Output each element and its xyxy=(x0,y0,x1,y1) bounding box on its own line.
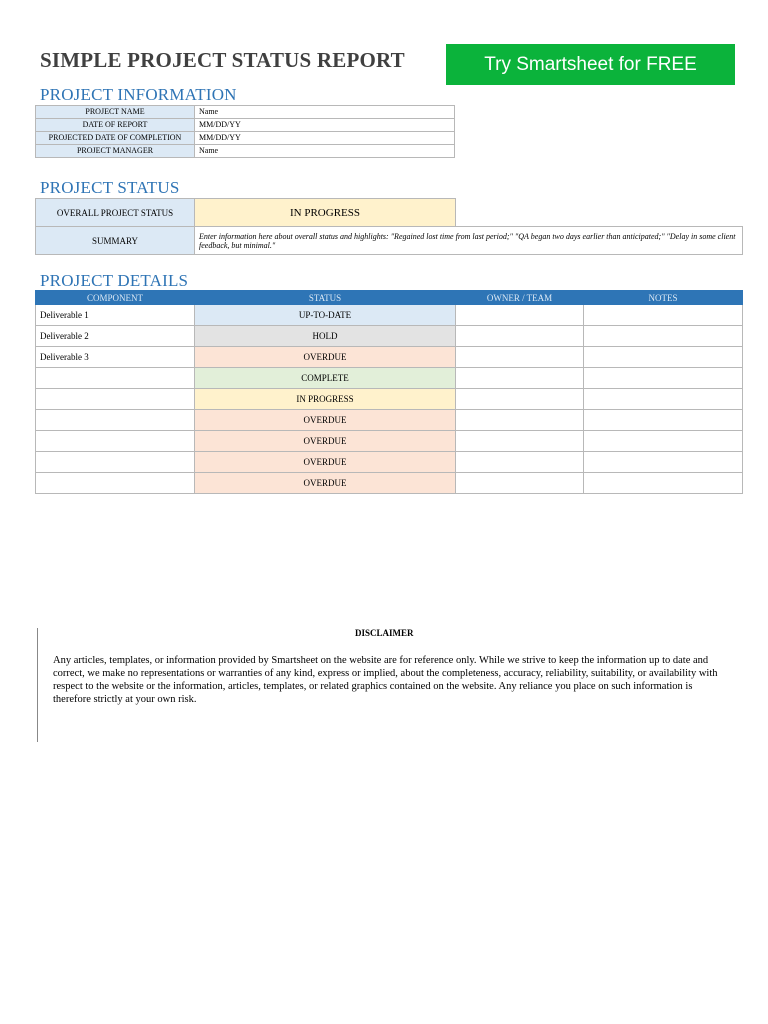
disclaimer-divider xyxy=(37,628,38,742)
component-cell[interactable] xyxy=(36,452,195,473)
page-title: SIMPLE PROJECT STATUS REPORT xyxy=(40,48,405,72)
table-row xyxy=(36,326,743,347)
notes-cell[interactable] xyxy=(584,347,743,368)
info-label: PROJECTED DATE OF COMPLETION xyxy=(36,132,195,145)
info-value[interactable]: MM/DD/YY xyxy=(195,119,455,132)
status-cell[interactable]: OVERDUE xyxy=(195,473,456,494)
table-row xyxy=(36,473,743,494)
owner-cell[interactable] xyxy=(456,305,584,326)
try-smartsheet-button[interactable]: Try Smartsheet for FREE xyxy=(446,44,735,85)
table-row xyxy=(36,347,743,368)
notes-cell[interactable] xyxy=(584,452,743,473)
component-cell[interactable] xyxy=(36,431,195,452)
column-header-status: STATUS xyxy=(195,291,456,305)
owner-cell[interactable] xyxy=(456,389,584,410)
notes-cell[interactable] xyxy=(584,473,743,494)
project-details-table xyxy=(35,290,743,494)
info-label: PROJECT NAME xyxy=(36,106,195,119)
owner-cell[interactable] xyxy=(456,452,584,473)
status-cell[interactable]: OVERDUE xyxy=(195,431,456,452)
component-cell[interactable] xyxy=(36,473,195,494)
table-row xyxy=(36,410,743,431)
project-status-heading: PROJECT STATUS xyxy=(40,178,180,197)
component-cell[interactable] xyxy=(36,368,195,389)
table-row xyxy=(36,431,743,452)
component-cell[interactable]: Deliverable 1 xyxy=(36,305,195,326)
project-information-table xyxy=(35,105,455,158)
info-value[interactable]: Name xyxy=(195,145,455,158)
column-header-component: COMPONENT xyxy=(36,291,195,305)
info-value[interactable]: Name xyxy=(195,106,455,119)
owner-cell[interactable] xyxy=(456,368,584,389)
notes-cell[interactable] xyxy=(584,410,743,431)
status-cell[interactable]: IN PROGRESS xyxy=(195,389,456,410)
overall-status-value[interactable]: IN PROGRESS xyxy=(195,199,456,227)
column-header-notes: NOTES xyxy=(584,291,743,305)
owner-cell[interactable] xyxy=(456,326,584,347)
disclaimer-title: DISCLAIMER xyxy=(355,628,414,638)
owner-cell[interactable] xyxy=(456,473,584,494)
overall-status-label: OVERALL PROJECT STATUS xyxy=(36,199,195,227)
empty-cell xyxy=(456,199,743,227)
component-cell[interactable]: Deliverable 3 xyxy=(36,347,195,368)
table-row xyxy=(36,305,743,326)
info-value[interactable]: MM/DD/YY xyxy=(195,132,455,145)
project-information-heading: PROJECT INFORMATION xyxy=(40,85,237,104)
info-label: PROJECT MANAGER xyxy=(36,145,195,158)
notes-cell[interactable] xyxy=(584,389,743,410)
info-row xyxy=(36,132,455,145)
status-cell[interactable]: COMPLETE xyxy=(195,368,456,389)
table-row xyxy=(36,389,743,410)
project-status-table xyxy=(35,198,743,255)
component-cell[interactable]: Deliverable 2 xyxy=(36,326,195,347)
status-cell[interactable]: OVERDUE xyxy=(195,452,456,473)
owner-cell[interactable] xyxy=(456,431,584,452)
status-cell[interactable]: OVERDUE xyxy=(195,410,456,431)
component-cell[interactable] xyxy=(36,410,195,431)
status-cell[interactable]: HOLD xyxy=(195,326,456,347)
info-label: DATE OF REPORT xyxy=(36,119,195,132)
status-cell[interactable]: OVERDUE xyxy=(195,347,456,368)
component-cell[interactable] xyxy=(36,389,195,410)
info-row xyxy=(36,145,455,158)
table-row xyxy=(36,452,743,473)
project-details-heading: PROJECT DETAILS xyxy=(40,271,189,290)
notes-cell[interactable] xyxy=(584,431,743,452)
status-cell[interactable]: UP-TO-DATE xyxy=(195,305,456,326)
info-row xyxy=(36,106,455,119)
owner-cell[interactable] xyxy=(456,347,584,368)
notes-cell[interactable] xyxy=(584,368,743,389)
column-header-owner: OWNER / TEAM xyxy=(456,291,584,305)
table-row xyxy=(36,368,743,389)
owner-cell[interactable] xyxy=(456,410,584,431)
summary-text[interactable]: Enter information here about overall status and highlights: "Regained lost time from last period;" "QA began two days earlier than anticipated;" "Delay in some client feedback, but minimal." xyxy=(195,227,743,255)
notes-cell[interactable] xyxy=(584,326,743,347)
info-row xyxy=(36,119,455,132)
disclaimer-text: Any articles, templates, or information provided by Smartsheet on the website are for reference only. While we strive to keep the information up to date and correct, we make no representations or warranties of any kind, express or implied, about the completeness, accuracy, reliability, suitability, or availability with respect to the website or the information, articles, templates, or related graphics contained on the website. Any reliance you place on such information is therefore strictly at your own risk. xyxy=(53,655,718,705)
notes-cell[interactable] xyxy=(584,305,743,326)
summary-label: SUMMARY xyxy=(36,227,195,255)
